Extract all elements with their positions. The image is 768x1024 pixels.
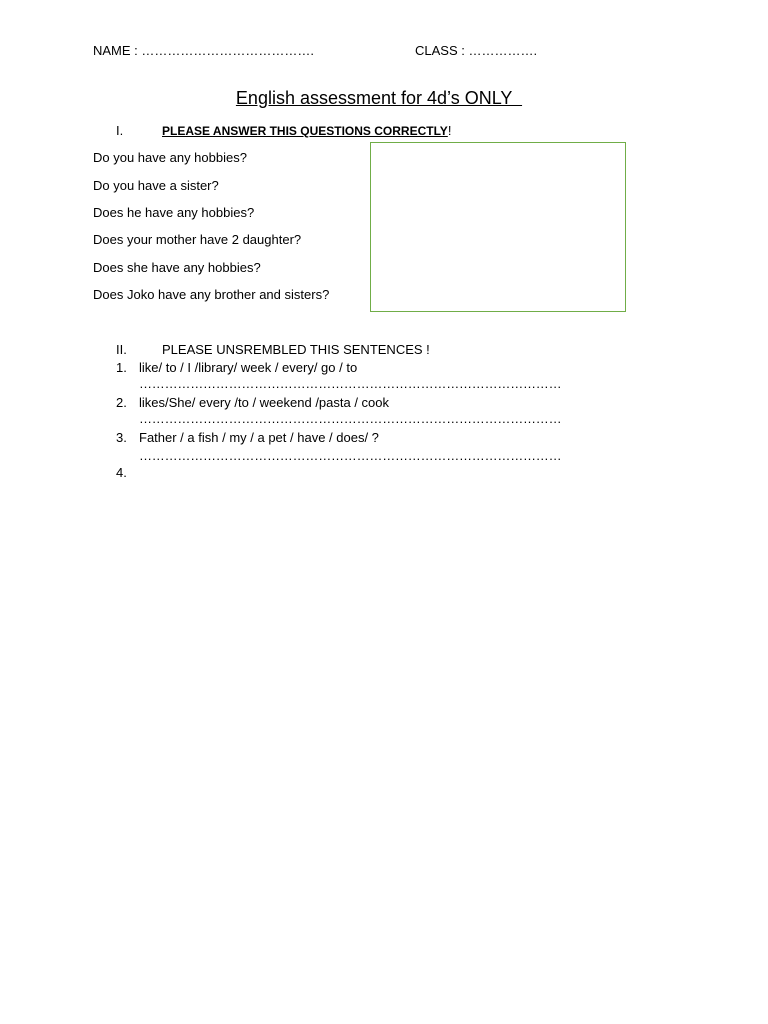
question-3: Does he have any hobbies? (93, 205, 255, 220)
class-field-label: CLASS : ……………. (415, 43, 538, 58)
section-1-instruction-suffix: ! (447, 123, 452, 138)
question-1: Do you have any hobbies? (93, 150, 247, 165)
name-field-label: NAME : …………………………………. (93, 43, 315, 58)
item-1-number: 1. (116, 360, 127, 375)
item-2-text: likes/She/ every /to / weekend /pasta / cook (139, 395, 390, 410)
item-1-answer-line[interactable]: ……………………………………………………………………………………… (139, 376, 562, 391)
item-3-number: 3. (116, 430, 127, 445)
question-6: Does Joko have any brother and sisters? (93, 287, 330, 302)
section-1-instruction-text: PLEASE ANSWER THIS QUESTIONS CORRECTLY (162, 124, 448, 138)
item-3-answer-line[interactable]: ……………………………………………………………………………………… (139, 448, 562, 463)
question-2: Do you have a sister? (93, 178, 219, 193)
item-3-text: Father / a fish / my / a pet / have / does/ ? (139, 430, 379, 445)
question-4: Does your mother have 2 daughter? (93, 232, 302, 247)
question-5: Does she have any hobbies? (93, 260, 261, 275)
section-2-number: II. (116, 342, 127, 357)
page-title: English assessment for 4d’s ONLY (235, 88, 523, 108)
item-1-text: like/ to / I /library/ week / every/ go / to (139, 360, 358, 375)
section-1-number: I. (116, 123, 124, 138)
item-4-number: 4. (116, 465, 127, 480)
item-2-answer-line[interactable]: ……………………………………………………………………………………… (139, 411, 562, 426)
answer-box[interactable] (370, 142, 626, 312)
item-2-number: 2. (116, 395, 127, 410)
section-1-instruction (162, 123, 451, 138)
section-2-instruction: PLEASE UNSREMBLED THIS SENTENCES ! (162, 342, 430, 357)
